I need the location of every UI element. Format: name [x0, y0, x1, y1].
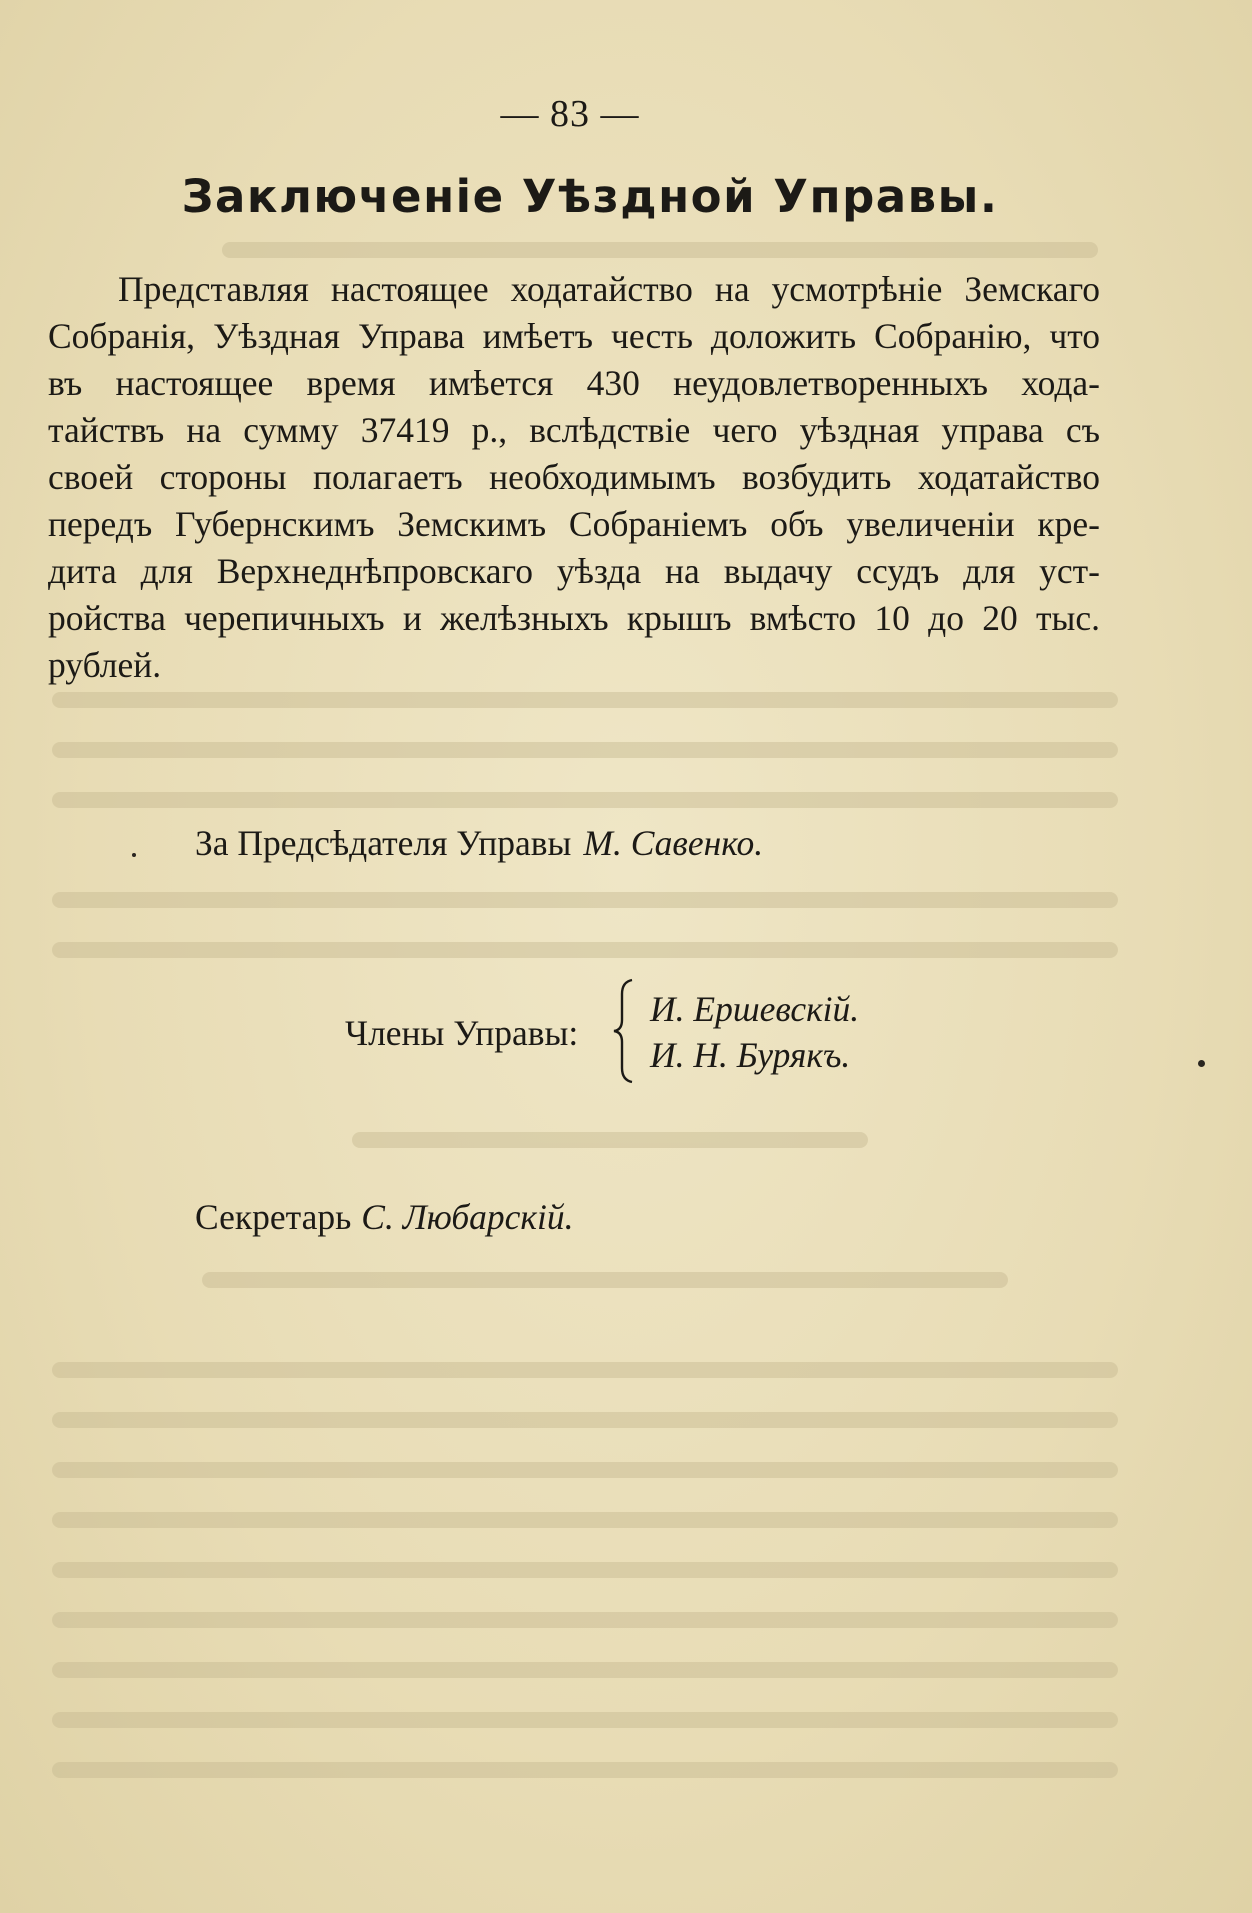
chairman-name: М. Савенко.: [583, 823, 764, 863]
body-line: тайствъ на сумму 37419 р., вслѣдствiе чего уѣздная управа съ: [48, 410, 1100, 450]
body-line: рублей.: [48, 645, 162, 685]
secretary-label: Секретарь: [195, 1197, 352, 1237]
page-number: — 83 —: [500, 93, 640, 135]
secretary-name: С. Любарскiй.: [361, 1197, 574, 1237]
body-line: ройства черепичныхъ и желѣзныхъ крышъ вмѣсто 10 до 20 тыс.: [48, 598, 1100, 638]
body-line: въ настоящее время имѣется 430 неудовлетворенныхъ хода-: [48, 363, 1100, 403]
members-label: Члены Управы:: [345, 1013, 579, 1053]
chairman-signature: [195, 822, 763, 864]
members-signature: [345, 976, 945, 1086]
body-paragraph: [48, 266, 1100, 689]
ink-speck: [132, 853, 136, 857]
body-line: Представляя настоящее ходатайство на усмотрѣнiе Земскаго: [118, 269, 1100, 309]
body-line: дита для Верхнеднѣпровскаго уѣзда на выдачу ссудъ для уст-: [48, 551, 1100, 591]
member-name: И. Н. Бурякъ.: [650, 1035, 851, 1075]
curly-brace-icon: [610, 976, 640, 1086]
secretary-signature: [195, 1196, 574, 1238]
members-names: [650, 986, 859, 1078]
chairman-label: За Предсѣдателя Управы: [195, 823, 572, 863]
member-name: И. Ершевскiй.: [650, 989, 860, 1029]
body-line: Собранiя, Уѣздная Управа имѣетъ честь доложить Собранiю, что: [48, 316, 1100, 356]
ink-speck: [1198, 1060, 1205, 1067]
body-line: передъ Губернскимъ Земскимъ Собранiемъ объ увеличенiи кре-: [48, 504, 1100, 544]
body-line: своей стороны полагаетъ необходимымъ возбудить ходатайство: [48, 457, 1100, 497]
section-title: Заключенiе Уѣздной Управы.: [181, 170, 999, 223]
